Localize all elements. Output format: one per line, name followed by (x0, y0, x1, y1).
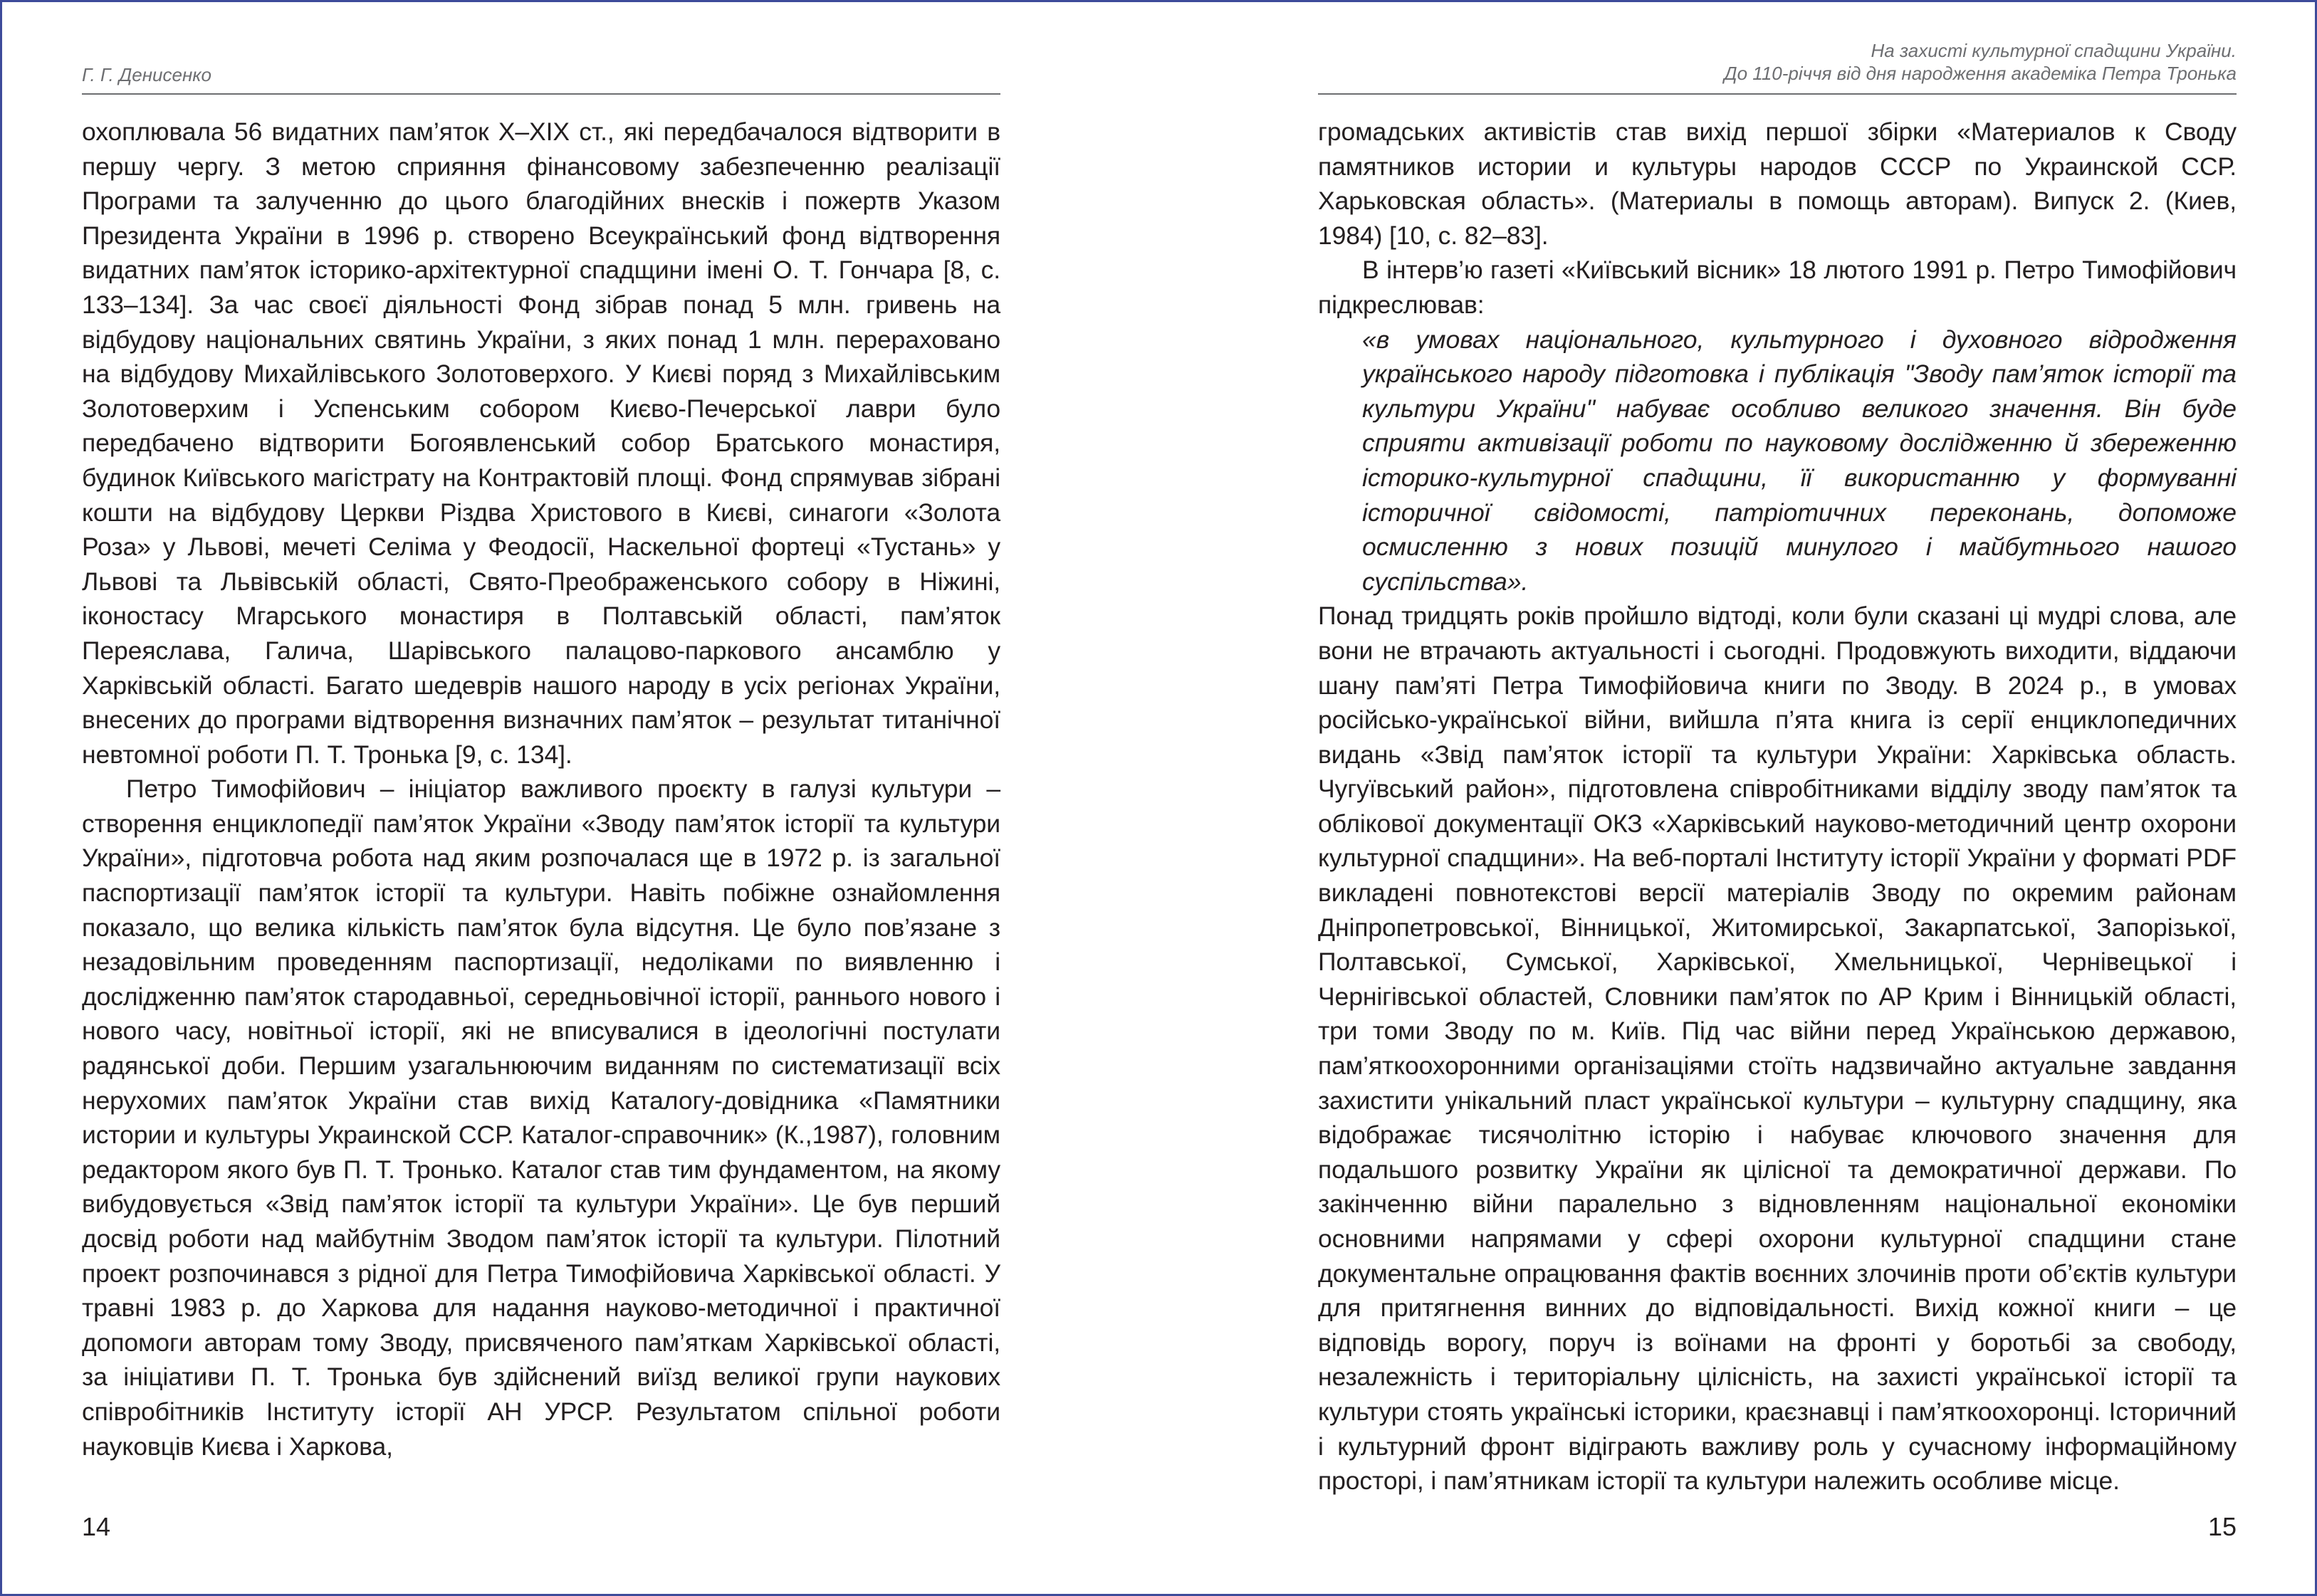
running-head-line-2: До 110-річчя від дня народження академіка Петра Тронька (1724, 63, 2237, 84)
right-paragraph-3: Понад тридцять років пройшло відтоді, коли були сказані ці мудрі слова, але вони не втрачають актуальності і сьогодні. Продовжують виходити, віддаючи шану пам’яті Петра Тимофійовича книги по Зводу. В 2024 р., в умовах російсько-української війни, вийшла п’ята книга із серії енциклопедичних видань «Звід пам’яток історії та культури України: Харківська область. Чугуївський район», підготовлена співробітниками відділу зводу пам’яток та облікової документації ОКЗ «Харківський науково-методичний центр охорони культурної спадщини». На веб-порталі Інституту історії України у форматі PDF викладені повнотекстові версії матеріалів Зводу по окремим районам Дніпропетровської, Вінницької, Житомирської, Закарпатської, Запорізької, Полтавської, Сумської, Харківської, Хмельницької, Чернівецької і Чернігівської областей, Словники пам’яток по АР Крим і Вінницькій області, три томи Зводу по м. Київ. Під час війни перед Українською державою, пам’яткоохоронними організаціями стоїть надзвичайно актуальне завдання захистити унікальний пласт української культури – культурну спадщину, яка відображає тисячолітню історію і набуває ключового значення для подальшого розвитку України як цілісної та демократичної держави. По закінченню війни паралельно з відновленням національної економіки основними напрямами у сфері охорони культурної спадщини стане документальне опрацювання фактів воєнних злочинів проти об’єктів культури для притягнення винних до відповідальності. Вихід кожної книги – це відповідь ворогу, поруч із воїнами на фронті у боротьбі за свободу, незалежність і територіальну цілісність, на захисті української історії та культури стоять українські історики, краєзнавці і пам’яткоохоронці. Історичний і культурний фронт відіграють важливу роль у сучасному інформаційному просторі, і пам’ятникам історії та культури належить особливе місце. (1318, 602, 2237, 1496)
right-header-rule (1318, 93, 2237, 95)
block-quote: «в умовах національного, культурного і духовного відродження українського народу підготовка і публікація "Зводу пам’яток історії та культури України" набуває особливо великого значення. Він буде сприяти активізації роботи по науковому дослідженню й збереженню історико-культурної спадщини, її використанню у формуванні історичної свідомості, патріотичних переконань, допоможе осмисленню з нових позицій минулого і майбутнього нашого суспільства». (1362, 325, 2237, 596)
right-page (1318, 2, 2237, 1594)
right-running-head (1318, 39, 2237, 85)
running-head-line-1: На захисті культурної спадщини України. (1871, 40, 2237, 61)
left-page-number: 14 (82, 1512, 111, 1541)
right-page-body (1318, 115, 2237, 1498)
right-paragraph-1: громадських активістів став вихід першої збірки «Материалов к Своду памятников истории и культуры народов СССР по Украинской ССР. Харьковская область». (Материалы в помощь авторам). Випуск 2. (Киев, 1984) [10, с. 82–83]. (1318, 117, 2237, 250)
left-page-body (82, 115, 1000, 1464)
right-paragraph-2: В інтерв’ю газеті «Київський вісник» 18 лютого 1991 р. Петро Тимофійович підкреслював: (1318, 256, 2237, 319)
left-running-head: Г. Г. Денисенко (82, 64, 212, 85)
left-paragraph-2: Петро Тимофійович – ініціатор важливого проєкту в галузі культури – створення енциклопедії пам’яток України «Зводу пам’яток історії та культури України», підготовча робота над яким розпочалася ще в 1972 р. із загальної паспортизації пам’яток історії та культури. Навіть побіжне ознайомлення показало, що велика кількість пам’яток була відсутня. Це було пов’язане з незадовільним проведенням паспортизації, недоліками по виявленню і дослідженню пам’яток стародавньої, середньовічної історії, раннього нового і нового часу, новітньої історії, які не вписувалися в ідеологічні постулати радянської доби. Першим узагальнюючим виданням по систематизації всіх нерухомих пам’яток України став вихід Каталогу-довідника «Памятники истории и культуры Украинской ССР. Каталог-справочник» (К.,1987), головним редактором якого був П. Т. Тронько. Каталог став тим фундаментом, на якому вибудовується «Звід пам’яток історії та культури України». Це був перший досвід роботи над майбутнім Зводом пам’яток історії та культури. Пілотний проект розпочинався з рідної для Петра Тимофійовича Харківської області. У травні 1983 р. до Харкова для надання науково-методичної і практичної допомоги авторам тому Зводу, присвяченого пам’яткам Харківської області, за ініціативи П. Т. Тронька був здійснений виїзд великої групи наукових співробітників Інституту історії АН УРСР. Результатом спільної роботи науковців Києва і Харкова, (82, 775, 1000, 1461)
left-paragraph-1: охоплювала 56 видатних пам’яток Х–ХІХ ст., які передбачалося відтворити в першу чергу. З метою сприяння фінансовому забезпеченню реалізації Програми та залученню до цього благодійних внесків і пожертв Указом Президента України в 1996 р. створено Всеукраїнський фонд відтворення видатних пам’яток історико-архітектурної спадщини імені О. Т. Гончара [8, с. 133–134]. За час своєї діяльності Фонд зібрав понад 5 млн. гривень на відбудову національних святинь України, з яких понад 1 млн. перераховано на відбудову Михайлівського Золотоверхого. У Києві поряд з Михайлівським Золотоверхим і Успенським собором Києво-Печерської лаври було передбачено відтворити Богоявленський собор Братського монастиря, будинок Київського магістрату на Контрактовій площі. Фонд спрямував зібрані кошти на відбудову Церкви Різдва Христового в Києві, синагоги «Золота Роза» у Львові, мечеті Селіма у Феодосії, Наскельної фортеці «Тустань» у Львові та Львівській області, Свято-Преображенського собору в Ніжині, іконостасу Мгарського монастиря в Полтавській області, пам’яток Переяслава, Галича, Шарівського палацово-паркового ансамблю у Харківській області. Багато шедеврів нашого народу в усіх регіонах України, внесених до програми відтворення визначних пам’яток – результат титанічної невтомної роботи П. Т. Тронька [9, с. 134]. (82, 117, 1000, 769)
left-header-rule (82, 93, 1000, 95)
right-page-number: 15 (2207, 1512, 2237, 1541)
left-page (82, 2, 1000, 1594)
